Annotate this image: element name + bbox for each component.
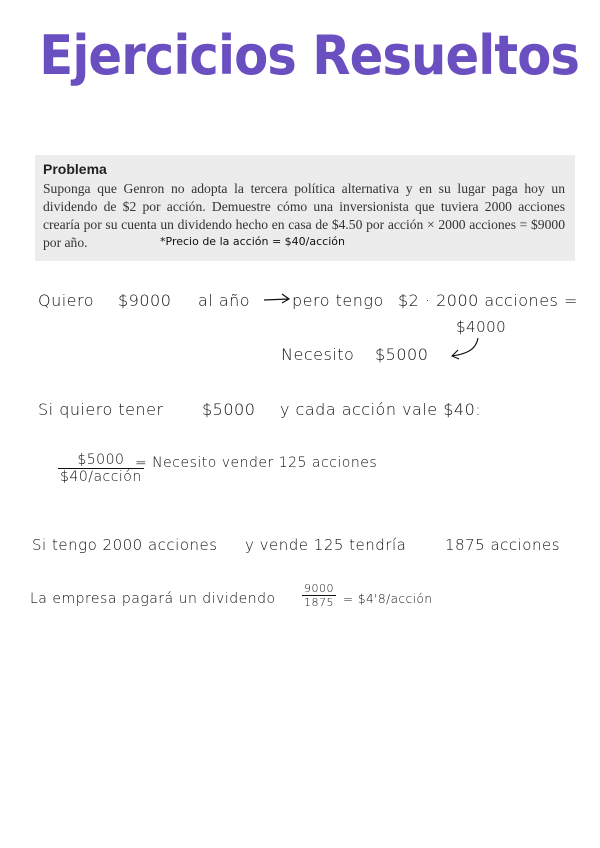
- note-9000: $9000: [118, 291, 172, 310]
- note-5000-b: $5000: [202, 400, 256, 419]
- note-but-have: pero tengo: [292, 291, 384, 310]
- note-have-2000: Si tengo 2000 acciones: [32, 536, 218, 554]
- fraction-shares-num: $5000: [58, 452, 144, 469]
- problem-label: Problema: [43, 161, 107, 177]
- arrow-right-icon: [262, 293, 292, 305]
- fraction-dividend-num: 9000: [304, 582, 334, 595]
- note-sell-would-have: y vende 125 tendría: [245, 536, 407, 554]
- note-if-want: Si quiero tener: [38, 400, 164, 419]
- note-4000: $4000: [456, 318, 507, 336]
- note-per-year: al año: [198, 291, 251, 310]
- arrow-curve-icon: [448, 336, 482, 360]
- note-want: Quiero: [38, 291, 95, 310]
- price-note: *Precio de la acción = $40/acción: [160, 235, 345, 248]
- note-company-pays: La empresa pagará un dividendo: [30, 591, 276, 607]
- note-1875: 1875 acciones: [445, 536, 561, 554]
- note-dividend-calc: $2 · 2000 acciones =: [398, 291, 578, 310]
- page-title: Ejercicios Resueltos: [39, 24, 580, 87]
- fraction-dividend: [302, 582, 336, 609]
- fraction-shares: [58, 452, 144, 485]
- note-dividend-result: = $4'8/acción: [343, 592, 433, 606]
- note-each-share: y cada acción vale $40:: [280, 400, 482, 419]
- note-sell-125: = Necesito vender 125 acciones: [135, 455, 378, 471]
- problem-text: Suponga que Genron no adopta la tercera política alternativa y en su lugar paga hoy un dividendo de $2 por acción. Demuestre cómo una inversionista que tuviera 2000 acciones crearía por su cuenta un dividendo hecho en casa de $4.50 por acción × 2000 acciones = $9000 por año.: [43, 181, 565, 250]
- fraction-shares-den: $40/acción: [60, 469, 142, 485]
- note-need: Necesito: [281, 345, 355, 364]
- fraction-dividend-den: 1875: [304, 596, 334, 609]
- note-5000: $5000: [375, 345, 429, 364]
